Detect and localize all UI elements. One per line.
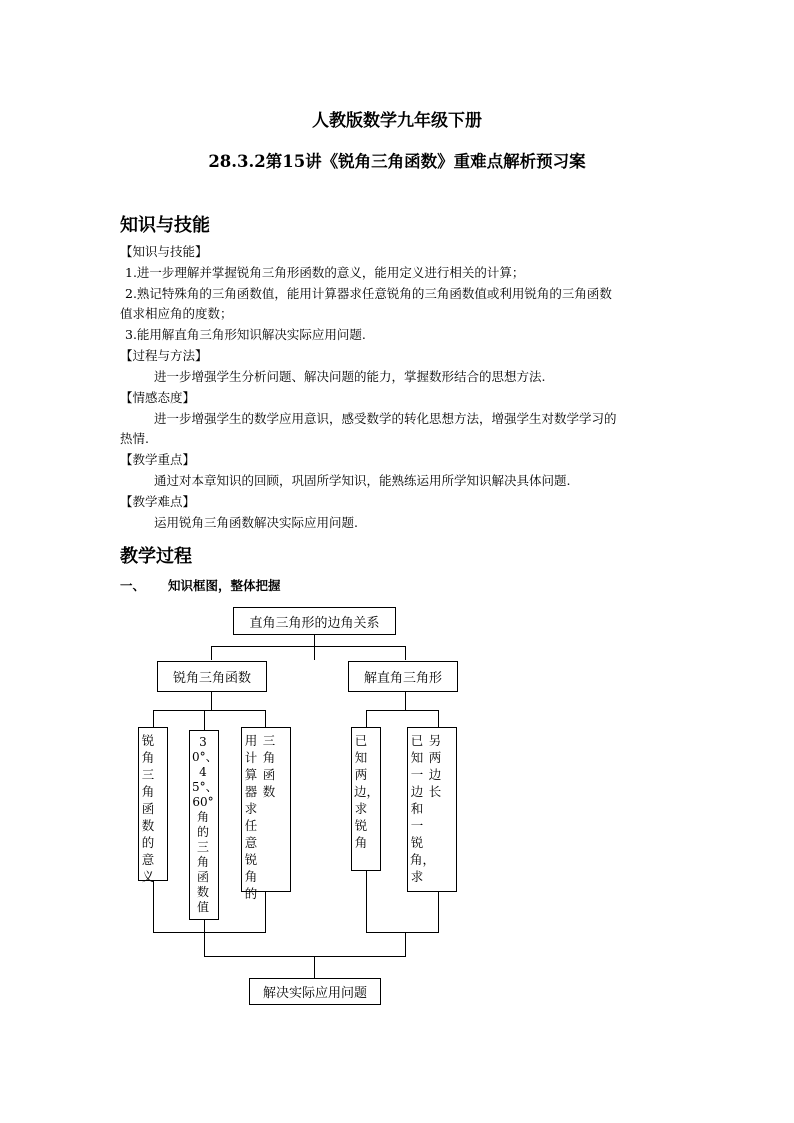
diagram-leaf-definition: 锐角三角函数的意义 <box>138 727 168 881</box>
connector <box>366 870 367 932</box>
connector <box>211 646 212 660</box>
connector <box>265 892 266 932</box>
connector <box>204 956 406 957</box>
diagram-right-box: 解直角三角形 <box>348 661 458 692</box>
diagram-leaf-calculator: 用计算器求任意锐角的三角函数 <box>241 727 291 892</box>
section-heading-process: 教学过程 <box>120 546 192 567</box>
connector <box>153 710 154 727</box>
connector <box>366 710 367 727</box>
connector <box>153 880 154 932</box>
connector <box>265 710 266 727</box>
connector <box>405 692 406 710</box>
diagram-leaf-one-side-one-angle: 已知一边和一锐角，求另两边长 <box>407 727 457 892</box>
connector <box>438 892 439 932</box>
section-heading-knowledge: 知识与技能 <box>120 215 210 236</box>
connector <box>405 646 406 660</box>
connector <box>204 710 205 730</box>
knowledge-item-3: 3.能用解直角三角形知识解决实际应用问题. <box>125 327 366 342</box>
diagram-leaf-special-values: 30°、45°、60°角的三角函数值 <box>189 730 219 920</box>
emotion-text-line2: 热情. <box>120 431 149 446</box>
connector <box>314 956 315 978</box>
connector <box>153 932 266 933</box>
knowledge-item-1: 1.进一步理解并掌握锐角三角形函数的意义，能用定义进行相关的计算； <box>125 265 525 280</box>
focus-text: 通过对本章知识的回顾，巩固所学知识，能熟练运用所学知识解决具体问题. <box>154 473 571 488</box>
connector <box>204 932 205 956</box>
knowledge-item-2-line2: 值求相应角的度数； <box>120 306 233 321</box>
emotion-text-line1: 进一步增强学生的数学应用意识，感受数学的转化思想方法，增强学生对数学学习的 <box>154 411 617 426</box>
connector <box>405 932 406 956</box>
emotion-label: 【情感态度】 <box>120 390 196 405</box>
process-text: 进一步增强学生分析问题、解决问题的能力，掌握数形结合的思想方法. <box>154 369 546 384</box>
connector <box>204 920 205 932</box>
document-title: 人教版数学九年级下册 <box>312 111 482 131</box>
knowledge-item-2-line1: 2.熟记特殊角的三角函数值，能用计算器求任意锐角的三角函数值或利用锐角的三角函数 <box>125 286 612 301</box>
connector <box>438 710 439 727</box>
connector <box>366 932 439 933</box>
difficulty-label: 【教学难点】 <box>120 494 196 509</box>
connector <box>366 710 439 711</box>
difficulty-text: 运用锐角三角函数解决实际应用问题. <box>154 515 358 530</box>
connector <box>153 710 265 711</box>
diagram-root-box: 直角三角形的边角关系 <box>233 607 396 635</box>
connector <box>211 646 406 647</box>
process-label: 【过程与方法】 <box>120 348 208 363</box>
subsection-heading <box>120 576 281 594</box>
knowledge-label: 【知识与技能】 <box>120 244 208 259</box>
diagram-leaf-two-sides: 已知两边，求锐角 <box>351 727 381 871</box>
subsection-text: 知识框图，整体把握 <box>168 578 281 593</box>
connector <box>314 634 315 660</box>
focus-label: 【教学重点】 <box>120 452 196 467</box>
diagram-bottom-box: 解决实际应用问题 <box>249 978 381 1005</box>
connector <box>211 692 212 710</box>
document-subtitle: 28.3.2第15讲《锐角三角函数》重难点解析预习案 <box>208 152 586 171</box>
subsection-number: 一、 <box>120 578 146 593</box>
diagram-left-box: 锐角三角函数 <box>157 661 267 692</box>
